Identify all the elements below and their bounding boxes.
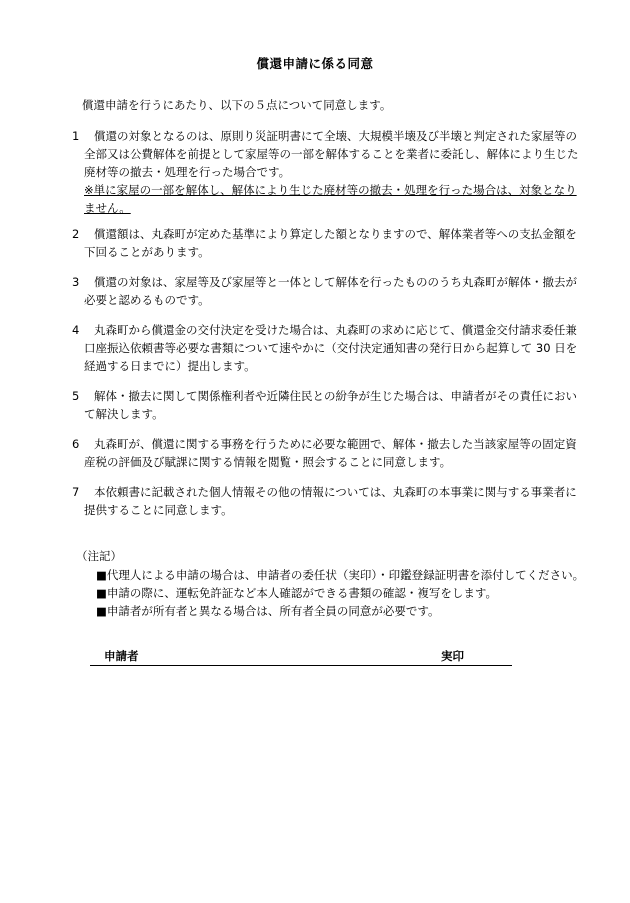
consent-item-4: [72, 321, 581, 375]
item-text: 丸森町から償還金の交付決定を受けた場合は、丸森町の求めに応じて、償還金交付請求委任兼口座振込依頼書等必要な書類について速やかに（交付決定通知書の発行日から起算して 30 日を経過する日までに）提出します。: [84, 323, 578, 373]
consent-item-2: [72, 225, 581, 261]
document-title: 償還申請に係る同意: [256, 56, 374, 71]
item-text: 解体・撤去に関して関係権利者や近隣住民との紛争が生じた場合は、申請者がその責任において解決します。: [84, 389, 577, 421]
intro-text: 償還申請を行うにあたり、以下の５点について同意します。: [82, 98, 392, 112]
item-number: 4: [72, 323, 80, 337]
note-item: ■申請者が所有者と異なる場合は、所有者全員の同意が必要です。: [96, 604, 440, 618]
item-number: 1: [72, 129, 80, 143]
item-number: 6: [72, 437, 80, 451]
note-item: ■申請の際に、運転免許証など本人確認ができる書類の確認・複写をします。: [96, 586, 497, 600]
applicant-label: 申請者: [104, 649, 139, 663]
item-text: 本依頼書に記載された個人情報その他の情報については、丸森町の本事業に関与する事業者に提供することに同意します。: [84, 485, 577, 517]
consent-item-5: [72, 387, 581, 423]
consent-item-1: [72, 127, 581, 217]
consent-item-7: [72, 483, 581, 519]
item-text: 償還額は、丸森町が定めた基準により算定した額となりますので、解体業者等への支払金額を下回ることがあります。: [84, 227, 577, 259]
item-number: 7: [72, 485, 80, 499]
item-number: 5: [72, 389, 80, 403]
item-text: 償還の対象となるのは、原則り災証明書にて全壊、大規模半壊及び半壊と判定された家屋等の全部又は公費解体を前提として家屋等の一部を解体することを業者に委託し、解体により生じた廃材等の撤去・処理を行った場合です。: [84, 129, 579, 179]
seal-label: 実印: [441, 649, 464, 663]
notes-list: [96, 566, 584, 620]
item-number: 3: [72, 275, 80, 289]
item-text: 丸森町が、償還に関する事務を行うために必要な範囲で、解体・撤去した当該家屋等の固定資産税の評価及び賦課に関する情報を閲覧・照会することに同意します。: [84, 437, 577, 469]
signature-line: [90, 665, 512, 666]
item-note: ※単に家屋の一部を解体し、解体により生じた廃材等の撤去・処理を行った場合は、対象となりません。: [84, 183, 577, 215]
notes-heading: （注記）: [76, 549, 122, 563]
consent-item-6: [72, 435, 581, 471]
item-number: 2: [72, 227, 80, 241]
consent-item-3: [72, 273, 581, 309]
note-item: ■代理人による申請の場合は、申請者の委任状（実印）・印鑑登録証明書を添付してください。: [96, 568, 585, 582]
item-text: 償還の対象は、家屋等及び家屋等と一体として解体を行ったもののうち丸森町が解体・撤去が必要と認めるものです。: [84, 275, 577, 307]
